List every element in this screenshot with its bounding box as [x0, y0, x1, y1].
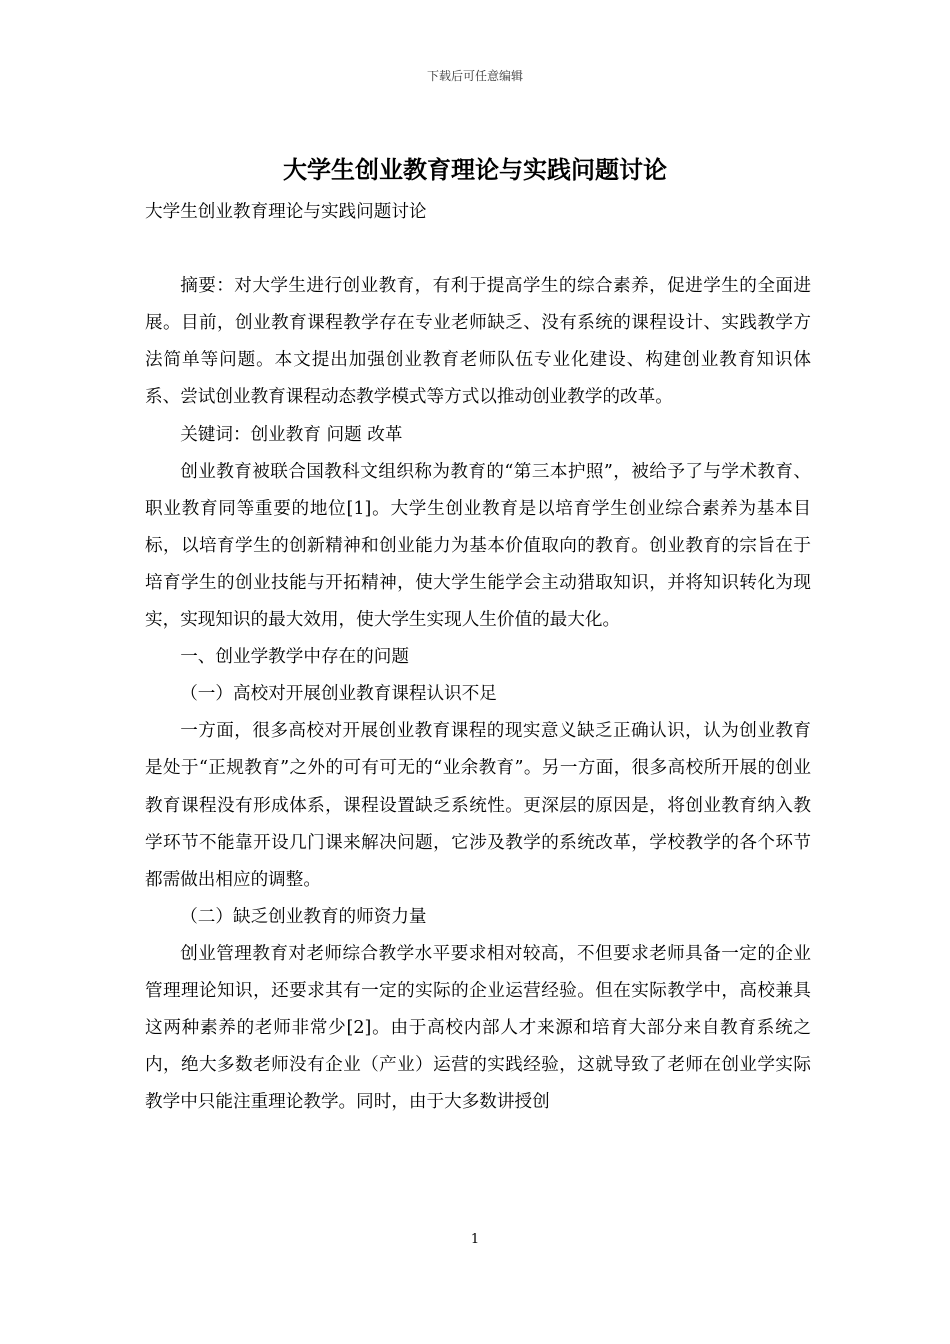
document-title: 大学生创业教育理论与实践问题讨论 [283, 155, 667, 184]
subsection-heading-1: （一）高校对开展创业教育课程认识不足 [180, 684, 497, 705]
subsection-2-paragraph: 创业管理教育对老师综合教学水平要求相对较高，不但要求老师具备一定的企业管理理论知识，还要求其有一定的实际的企业运营经验。但在实际教学中，高校兼具这两种素养的老师非常少[2]。由于高校内部人才来源和培育大部分来自教育系统之内，绝大多数老师没有企业（产业）运营的实践经验，这就导致了老师在创业学实际教学中只能注重理论教学。同时，由于大多数讲授创 [145, 943, 811, 1113]
subsection-heading-2: （二）缺乏创业教育的师资力量 [180, 906, 427, 927]
subtitle: 大学生创业教育理论与实践问题讨论 [145, 202, 427, 222]
header-note: 下载后可任意编辑 [426, 69, 523, 83]
subsection-1-paragraph: 一方面，很多高校对开展创业教育课程的现实意义缺乏正确认识，认为创业教育是处于“正规教育”之外的可有可无的“业余教育”。另一方面，很多高校所开展的创业教育课程没有形成体系，课程设置缺乏系统性。更深层的原因是，将创业教育纳入教学环节不能靠开设几门课来解决问题，它涉及教学的系统改革，学校教学的各个环节都需做出相应的调整。 [145, 721, 811, 890]
keywords-line: 关键词：创业教育 问题 改革 [180, 424, 403, 445]
section-heading: 一、创业学教学中存在的问题 [180, 647, 409, 668]
intro-paragraph: 创业教育被联合国教科文组织称为教育的“第三本护照”，被给予了与学术教育、职业教育同等重要的地位[1]。大学生创业教育是以培育学生创业综合素养为基本目标，以培育学生的创新精神和创业能力为基本价值取向的教育。创业教育的宗旨在于培育学生的创业技能与开拓精神，使大学生能学会主动猎取知识，并将知识转化为现实，实现知识的最大效用，使大学生实现人生价值的最大化。 [145, 461, 811, 631]
page-number: 1 [470, 1232, 480, 1247]
abstract-paragraph: 摘要：对大学生进行创业教育，有利于提高学生的综合素养，促进学生的全面进展。目前，创业教育课程教学存在专业老师缺乏、没有系统的课程设计、实践教学方法简单等问题。本文提出加强创业教育老师队伍专业化建设、构建创业教育知识体系、尝试创业教育课程动态教学模式等方式以推动创业教学的改革。 [145, 276, 811, 408]
document-body [145, 194, 811, 1121]
